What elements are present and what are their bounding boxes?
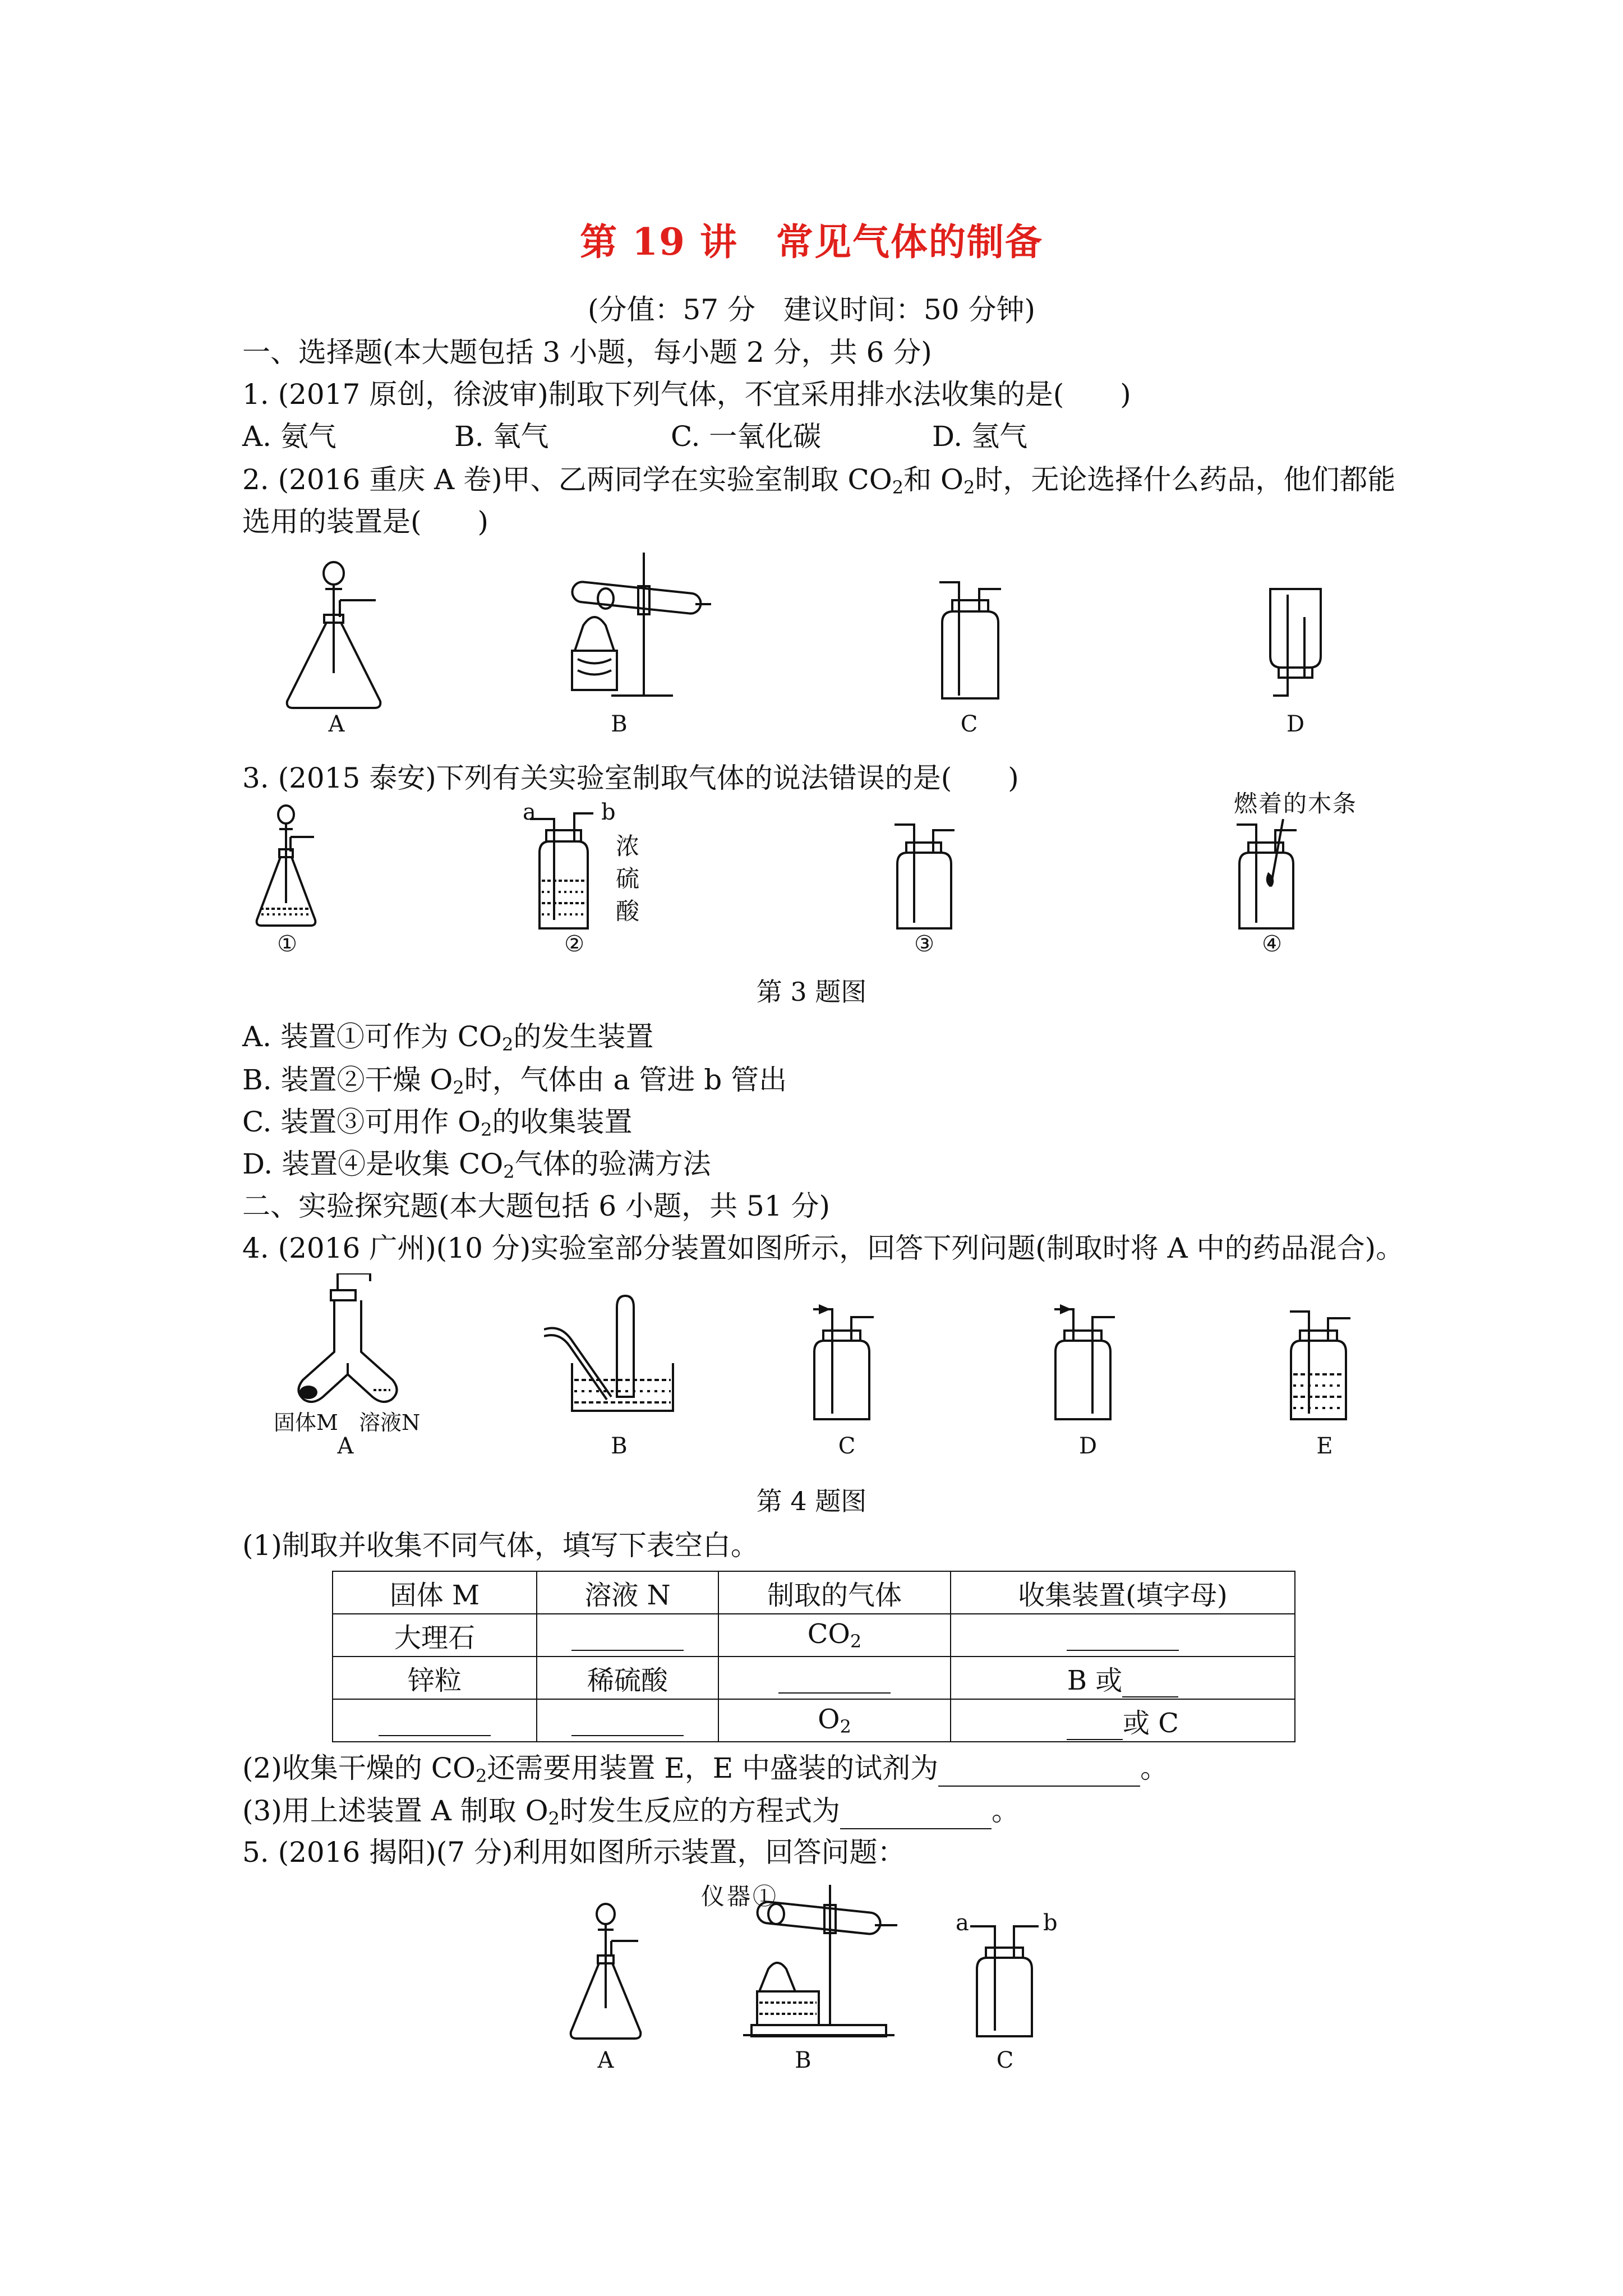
q3-annot-b: b [601,799,616,825]
q2-apparatus-a [280,561,393,712]
q3-apparatus-1 [252,802,325,931]
q1-option-b: B. 氧气 [454,420,549,453]
q4-apparatus-a-y-tube [292,1273,404,1414]
q4-data-table [332,1571,1295,1742]
q4-part-2: (2)收集干燥的 $CO_2$还需要用装置 E，E 中盛装的试剂为 。 [242,1752,1169,1787]
question-2-stem-line2: 选用的装置是( ) [242,505,489,538]
table-cell-blank[interactable] [537,1699,718,1742]
page-title: 第 19 讲 常见气体的制备 [580,220,1043,264]
table-cell: 或 C [951,1699,1295,1742]
q5-annot-a: a [956,1910,969,1936]
table-cell: B 或 [951,1657,1295,1699]
q5-apparatus-c [970,1918,1049,2042]
table-header-cell: 制取的气体 [718,1571,951,1614]
q5-annot-b: b [1043,1910,1058,1936]
table-header-cell: 固体 M [333,1571,537,1614]
table-row [333,1699,1295,1742]
q3-burning-splint-label: 燃着的木条 [1234,790,1358,817]
q1-option-a: A. 氨气 [242,420,336,453]
table-cell-blank[interactable] [333,1699,537,1742]
q3-option-a: A. 装置①可作为 $CO_2$的发生装置 [242,1020,654,1055]
question-2-stem: 2. (2016 重庆 A 卷)甲、乙两同学在实验室制取 $CO_2$和 $O_2$时，无论选择什么药品，他们都能 [242,463,1396,498]
section-1-heading: 一、选择题(本大题包括 3 小题，每小题 2 分，共 6 分) [242,336,932,369]
q3-option-c: C. 装置③可用作 $O_2$的收集装置 [242,1106,633,1140]
q4-apparatus-e [1284,1307,1363,1425]
question-5-stem: 5. (2016 揭阳)(7 分)利用如图所示装置，回答问题： [242,1836,906,1869]
q3-option-d: D. 装置④是收集 $CO_2$气体的验满方法 [242,1148,711,1182]
q4-label-a: A [337,1433,354,1459]
q5-instrument-1-label: 仪器① [701,1883,779,1910]
q3-figure-caption: 第 3 题图 [756,977,867,1007]
q3-apparatus-3 [892,819,965,931]
question-3-stem: 3. (2015 泰安)下列有关实验室制取气体的说法错误的是( ) [242,762,1019,794]
q5-apparatus-a [566,1902,656,2042]
q3-label-3: ③ [914,931,934,957]
table-cell: $O_2$ [718,1699,951,1742]
answer-blank[interactable] [840,1803,992,1829]
q3-apparatus-4 [1228,819,1312,931]
q4-label-e: E [1316,1433,1333,1459]
q3-annot-a: a [523,799,536,825]
table-header-cell: 收集装置(填字母) [951,1571,1295,1614]
question-1-stem: 1. (2017 原创，徐波审)制取下列气体，不宜采用排水法收集的是( ) [242,378,1131,411]
table-cell: 稀硫酸 [537,1657,718,1699]
section-2-heading: 二、实验探究题(本大题包括 6 小题，共 51 分) [242,1190,831,1222]
q3-label-4: ④ [1262,931,1282,957]
q4-part-3: (3)用上述装置 A 制取 $O_2$时发生反应的方程式为 。 [242,1795,1020,1829]
q2-apparatus-b [561,553,712,704]
q4-apparatus-c [808,1301,886,1425]
table-cell: 锌粒 [333,1657,537,1699]
table-header-row [333,1571,1295,1614]
q4-apparatus-d [1049,1301,1127,1425]
q4-apparatus-b-water-trough [544,1285,684,1419]
q5-label-b: B [795,2047,811,2073]
q2-label-b: B [611,711,628,737]
table-cell: $CO_2$ [718,1614,951,1657]
question-4-stem: 4. (2016 广州)(10 分)实验室部分装置如图所示，回答下列问题(制取时将 A 中的药品混合)。 [242,1232,1404,1264]
q2-apparatus-c [937,578,1004,701]
q3-option-b: B. 装置②干燥 $O_2$时，气体由 a 管进 b 管出 [242,1064,787,1098]
page-subtitle: (分值：57 分 建议时间：50 分钟) [587,293,1036,326]
q4-label-d: D [1078,1433,1098,1459]
table-row [333,1657,1295,1699]
table-cell-blank[interactable] [951,1614,1295,1657]
table-cell-blank[interactable] [718,1657,951,1699]
q4-label-c: C [838,1433,856,1459]
q3-label-2: ② [564,931,584,957]
q2-apparatus-d [1262,583,1329,707]
table-cell-blank[interactable] [537,1614,718,1657]
q1-option-c: C. 一氧化碳 [671,420,822,453]
q3-label-1: ① [277,931,297,957]
q4-solid-m-label: 固体M [274,1410,338,1435]
q4-figure-caption: 第 4 题图 [756,1486,867,1516]
q2-label-c: C [960,711,978,737]
q2-label-a: A [328,711,345,737]
table-header-cell: 溶液 N [537,1571,718,1614]
q5-label-a: A [597,2047,614,2073]
q3-acid-label: 浓 硫 酸 [616,832,640,925]
q1-option-d: D. 氢气 [932,420,1028,453]
q4-solution-n-label: 溶液N [359,1410,421,1435]
answer-blank[interactable] [938,1761,1140,1787]
q5-label-c: C [996,2047,1014,2073]
q4-part-1: (1)制取并收集不同气体，填写下表空白。 [242,1529,759,1562]
table-row [333,1614,1295,1657]
q4-label-b: B [611,1433,628,1459]
q2-label-d: D [1286,711,1305,737]
table-cell: 大理石 [333,1614,537,1657]
